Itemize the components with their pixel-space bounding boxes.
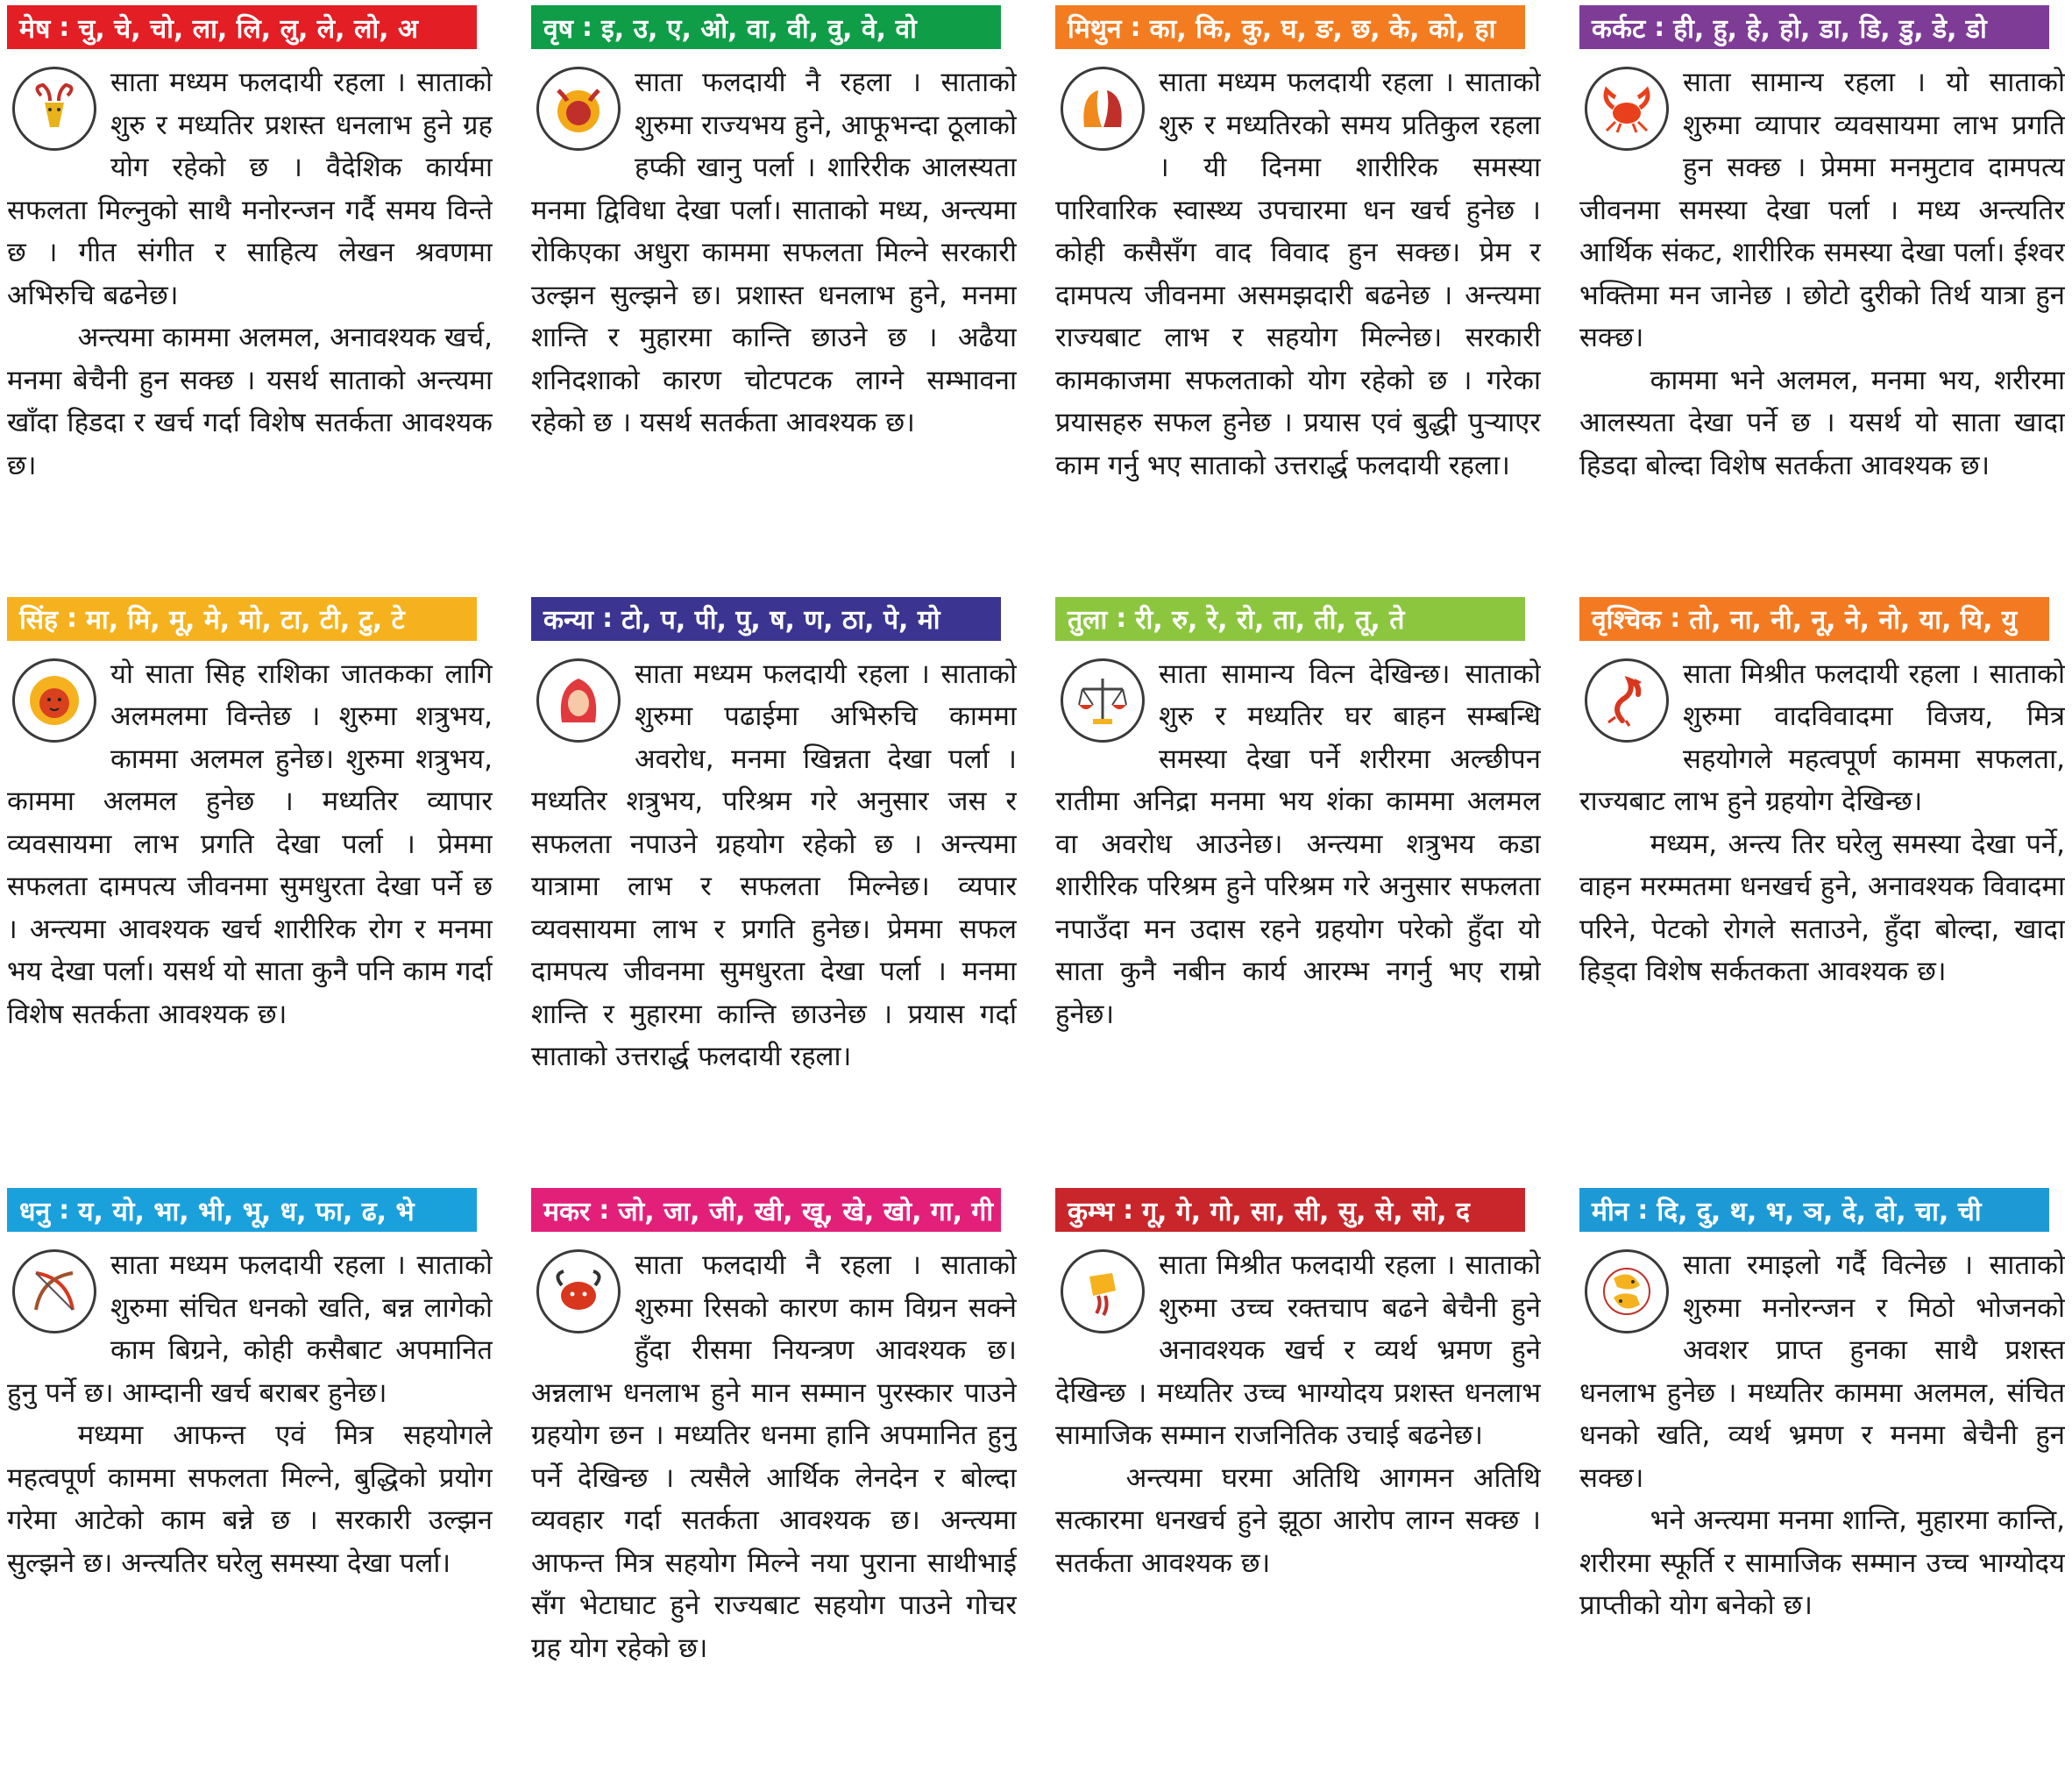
sign-letters: गू, गे, गो, सा, सी, सु, से, सो, द — [1142, 1196, 1470, 1227]
sign-letters: चु, चे, चो, ला, लि, लु, ले, लो, अ — [78, 13, 418, 45]
sign-header — [531, 5, 1001, 49]
sign-card — [1579, 597, 2065, 1189]
separator: : — [1637, 1194, 1649, 1226]
separator: : — [1123, 1194, 1134, 1226]
separator: : — [59, 11, 70, 43]
sign-body — [531, 641, 1017, 1078]
fish-icon — [1585, 1249, 1669, 1333]
bow-arrow-icon — [12, 1249, 96, 1333]
separator: : — [582, 11, 593, 43]
sign-header — [7, 597, 477, 641]
sign-letters: का, कि, कु, घ, ङ, छ, के, को, हा — [1149, 13, 1496, 45]
sign-card — [1579, 1188, 2065, 1780]
sign-name: वृष — [543, 13, 574, 45]
crab-icon — [1585, 67, 1669, 151]
sign-header — [1579, 597, 2049, 641]
sign-body — [531, 1232, 1017, 1669]
sign-name: मीन — [1592, 1196, 1629, 1227]
sign-letters: मा, मि, मू, मे, मो, टा, टी, टु, टे — [85, 605, 405, 636]
forecast-paragraph-1: साता फलदायी नै रहला । साताको शुरुमा राज्यभय हुने, आफूभन्दा ठूलाको हप्की खानु पर्ला । शारिरीक आलस्यता मनमा द्विविधा देखा पर्ला। साताको मध्य, अन्त्यमा रोकिएका अधुरा काममा सफलता मिल्ने सरकारी उल्झन सुल्झने छ। प्रशास्त धनलाभ हुने, मनमा शान्ति र मुहारमा कान्ति छाउने छ । अढैया शनिदशाको कारण चोटपटक लाग्ने सम्भावना रहेको छ । यसर्थ सतर्कता आवश्यक छ। — [531, 67, 1017, 438]
maiden-icon — [536, 658, 621, 743]
forecast-paragraph-2: अन्त्यमा घरमा अतिथि आगमन अतिथि सत्कारमा धनखर्च हुने झूठा आरोप लाग्न सक्छ । सतर्कता आवश्यक छ। — [1055, 1461, 1541, 1579]
sign-name: कन्या — [543, 605, 594, 636]
forecast-paragraph-2: भने अन्त्यमा मनमा शान्ति, मुहारमा कान्ति, शरीरमा स्फूर्ति र सामाजिक सम्मान उच्च भाग्योदय प्राप्तीको योग बनेको छ। — [1579, 1504, 2065, 1622]
sign-body — [1579, 641, 2065, 993]
sign-card — [1055, 597, 1541, 1189]
water-bearer-icon — [1061, 1249, 1145, 1333]
sign-card — [7, 597, 493, 1189]
forecast-paragraph-2: मध्यमा आफन्त एवं मित्र सहयोगले महत्वपूर्ण काममा सफलता मिल्ने, बुद्धिको प्रयोग गरेमा आटेको काम बन्ने छ । सरकारी उल्झन सुल्झने छ। अन्त्यतिर घरेलु समस्या देखा पर्ला। — [7, 1419, 493, 1579]
sign-header — [7, 5, 477, 49]
sign-card — [531, 597, 1017, 1189]
sign-name: धनु — [19, 1196, 51, 1227]
forecast-paragraph-1: साता मध्यम फलदायी रहला । साताको शुरु र मध्यतिर प्रशस्त धनलाभ हुने ग्रह योग रहेको छ । वैदेशिक कार्यमा सफलता मिल्नुको साथै मनोरन्जन गर्दै समय विन्ते छ । गीत संगीत र साहित्य लेखन श्रवणमा अभिरुचि बढनेछ। — [7, 67, 493, 311]
scales-icon — [1061, 658, 1145, 743]
forecast-paragraph-1: साता मिश्रीत फलदायी रहला । साताको शुरुमा उच्च रक्तचाप बढने बेचैनी हुने अनावश्यक खर्च र व्यर्थ भ्रमण हुने देखिन्छ । मध्यतिर उच्च भाग्योदय प्रशस्त धनलाभ सामाजिक सम्मान राजनितिक उचाई बढनेछ। — [1055, 1249, 1541, 1452]
forecast-paragraph-1: साता मध्यम फलदायी रहला । साताको शुरु र मध्यतिरको समय प्रतिकुल रहला । यी दिनमा शारीरिक समस्या पारिवारिक स्वास्थ्य उपचारमा धन खर्च हुनेछ । कोही कसैसँग वाद विवाद हुन सक्छ। प्रेम र दामपत्य जीवनमा असमझदारी बढनेछ । अन्त्यमा राज्यबाट लाभ र सहयोग मिल्नेछ। सरकारी कामकाजमा सफलताको योग रहेको छ । गरेका प्रयासहरु सफल हुनेछ । प्रयास एवं बुद्धी पुऱ्याएर काम गर्नु भए साताको उत्तरार्द्ध फलदायी रहला। — [1055, 67, 1541, 481]
sign-body — [7, 641, 493, 1036]
sign-card — [7, 5, 493, 597]
sign-card — [531, 5, 1017, 597]
sign-header — [1055, 1188, 1525, 1232]
separator: : — [1116, 603, 1127, 635]
sign-name: कुम्भ — [1068, 1196, 1115, 1227]
sign-body — [1055, 49, 1541, 487]
sign-body — [1579, 1232, 2065, 1627]
sign-letters: री, रु, रे, रो, ता, ती, तू, ते — [1135, 605, 1405, 636]
sign-name: मिथुन — [1068, 13, 1122, 45]
sign-header — [7, 1188, 477, 1232]
forecast-paragraph-1: साता मध्यम फलदायी रहला । साताको शुरुमा पढाईमा अभिरुचि काममा अवरोध, मनमा खिन्नता देखा पर्ला । मध्यतिर शत्रुभय, परिश्रम गरे अनुसार जस र सफलता नपाउने ग्रहयोग रहेको छ । अन्त्यमा यात्रामा लाभ र सफलता मिल्नेछ। व्यपार व्यवसायमा लाभ र प्रगति हुनेछ। प्रेममा सफल दामपत्य जीवनमा सुमधुरता देखा पर्ला । मनमा शान्ति र मुहारमा कान्ति छाउनेछ । प्रयास गर्दा साताको उत्तरार्द्ध फलदायी रहला। — [531, 658, 1017, 1073]
sign-header — [531, 1188, 1001, 1232]
sign-letters: जो, जा, जी, खी, खू, खे, खो, गा, गी — [618, 1196, 994, 1227]
sign-name: सिंह — [19, 605, 58, 636]
sign-header — [1055, 597, 1525, 641]
sign-name: तुला — [1068, 605, 1108, 636]
separator: : — [602, 603, 614, 635]
separator: : — [599, 1194, 610, 1226]
sign-header — [1579, 1188, 2049, 1232]
sign-body — [7, 49, 493, 487]
separator: : — [59, 1194, 70, 1226]
sign-card — [7, 1188, 493, 1780]
sign-body — [7, 1232, 493, 1584]
forecast-paragraph-1: साता सामान्य वित्न देखिन्छ। साताको शुरु र मध्यतिर घर बाहन सम्बन्धि समस्या देखा पर्ने शरीरमा अल्छीपन रातीमा अनिद्रा मनमा भय शंका काममा अलमल वा अवरोध आउनेछ। अन्त्यमा शत्रुभय कडा शारीरिक परिश्रम हुने परिश्रम गरे अनुसार सफलता नपाउँदा मन उदास रहने ग्रहयोग परेको हुँदा यो साता कुनै नबीन कार्य आरम्भ नगर्नु भए राम्रो हुनेछ। — [1055, 658, 1541, 1030]
sign-letters: ही, हु, हे, हो, डा, डि, डु, डे, डो — [1673, 13, 1987, 45]
sign-header — [1579, 5, 2049, 49]
sign-card — [1055, 1188, 1541, 1780]
sign-body — [1579, 49, 2065, 487]
sign-body — [1055, 641, 1541, 1036]
separator: : — [66, 603, 77, 635]
sign-name: मेष — [19, 13, 51, 45]
forecast-paragraph-1: साता मध्यम फलदायी रहला । साताको शुरुमा संचित धनको खति, बन्न लागेको काम बिग्रने, कोही कसैबाट अपमानित हुनु पर्ने छ। आम्दानी खर्च बराबर हुनेछ। — [7, 1249, 493, 1409]
forecast-paragraph-2: अन्त्यमा काममा अलमल, अनावश्यक खर्च, मनमा बेचैनी हुन सक्छ । यसर्थ साताको अन्त्यमा खाँदा हिडदा र खर्च गर्दा विशेष सतर्कता आवश्यक छ। — [7, 322, 493, 481]
forecast-paragraph-1: साता फलदायी नै रहला । साताको शुरुमा रिसको कारण काम विग्रन सक्ने हुँदा रीसमा नियन्त्रण आवश्यक छ। अन्नलाभ धनलाभ हुने मान सम्मान पुरस्कार पाउने ग्रहयोग छन । मध्यतिर धनमा हानि अपमानित हुनु पर्ने देखिन्छ । त्यसैले आर्थिक लेनदेन र बोल्दा व्यवहार गर्दा सतर्कता आवश्यक छ। अन्त्यमा आफन्त मित्र सहयोग मिल्ने नया पुराना साथीभाई सँग भेटाघाट हुने राज्यबाट सहयोग पाउने गोचर ग्रह योग रहेको छ। — [531, 1249, 1017, 1664]
sign-name: मकर — [543, 1196, 591, 1227]
sign-letters: इ, उ, ए, ओ, वा, वी, वु, वे, वो — [601, 13, 917, 45]
sign-card — [1579, 5, 2065, 597]
sign-letters: टो, प, पी, पु, ष, ण, ठा, पे, मो — [621, 605, 940, 636]
forecast-paragraph-1: साता सामान्य रहला । यो साताको शुरुमा व्यापार व्यवसायमा लाभ प्रगति हुन सक्छ । प्रेममा मनमुटाव दामपत्य जीवनमा समस्या देखा पर्ला । मध्य अन्त्यतिर आर्थिक संकट, शारीरिक समस्या देखा पर्ला। ईश्वर भक्तिमा मन जानेछ । छोटो दुरीको तिर्थ यात्रा हुन सक्छ। — [1579, 67, 2065, 353]
scorpion-icon — [1585, 658, 1669, 743]
sign-card — [1055, 5, 1541, 597]
sign-name: वृश्चिक — [1592, 605, 1662, 636]
sign-letters: य, यो, भा, भी, भू, ध, फा, ढ, भे — [78, 1196, 415, 1227]
forecast-paragraph-1: साता मिश्रीत फलदायी रहला । साताको शुरुमा वादविवादमा विजय, मित्र सहयोगले महत्वपूर्ण काममा सफलता, राज्यबाट लाभ हुने ग्रहयोग देखिन्छ। — [1579, 658, 2065, 818]
forecast-paragraph-2: काममा भने अलमल, मनमा भय, शरीरमा आलस्यता देखा पर्ने छ । यसर्थ यो साता खादा हिडदा बोल्दा विशेष सतर्कता आवश्यक छ। — [1579, 364, 2065, 481]
forecast-paragraph-1: यो साता सिह राशिका जातकका लागि अलमलमा विन्तेछ । शुरुमा शत्रुभय, काममा अलमल हुनेछ। शुरुमा शत्रुभय, काममा अलमल हुनेछ । मध्यतिर व्यापार व्यवसायमा लाभ प्रगति देखा पर्ला । प्रेममा सफलता दामपत्य जीवनमा सुमधुरता देखा पर्ने छ । अन्त्यमा आवश्यक खर्च शारीरिक रोग र मनमा भय देखा पर्ला। यसर्थ यो साता कुनै पनि काम गर्दा विशेष सतर्कता आवश्यक छ। — [7, 658, 493, 1030]
horoscope-grid — [7, 5, 2065, 1780]
sign-body — [531, 49, 1017, 444]
separator: : — [1654, 11, 1665, 43]
sign-letters: तो, ना, नी, नू, ने, नो, या, यि, यु — [1689, 605, 2018, 636]
forecast-paragraph-1: साता रमाइलो गर्दै वित्नेछ । साताको शुरुमा मनोरन्जन र मिठो भोजनको अवशर प्राप्त हुनका साथै प्रशस्त धनलाभ हुनेछ । मध्यतिर काममा अलमल, संचित धनको खति, व्यर्थ भ्रमण र मनमा बेचैनी हुन सक्छ। — [1579, 1249, 2065, 1494]
capricorn-icon — [536, 1249, 621, 1333]
sign-name: कर्कट — [1592, 13, 1646, 45]
sign-card — [531, 1188, 1017, 1780]
ram-icon — [12, 67, 96, 151]
forecast-paragraph-2: मध्यम, अन्त्य तिर घरेलु समस्या देखा पर्ने, वाहन मरम्मतमा धनखर्च हुने, अनावश्यक विवादमा परिने, पेटको रोगले सताउने, हुँदा बोल्दा, खादा हिड्दा विशेष सर्कतकता आवश्यक छ। — [1579, 828, 2065, 988]
separator: : — [1670, 603, 1681, 635]
sign-header — [1055, 5, 1525, 49]
sign-letters: दि, दु, थ, भ, ञ, दे, दो, चा, ची — [1657, 1196, 1982, 1227]
sign-header — [531, 597, 1001, 641]
lion-icon — [12, 658, 96, 743]
separator: : — [1130, 11, 1141, 43]
bull-head-icon — [536, 67, 621, 151]
twins-icon — [1061, 67, 1145, 151]
sign-body — [1055, 1232, 1541, 1584]
